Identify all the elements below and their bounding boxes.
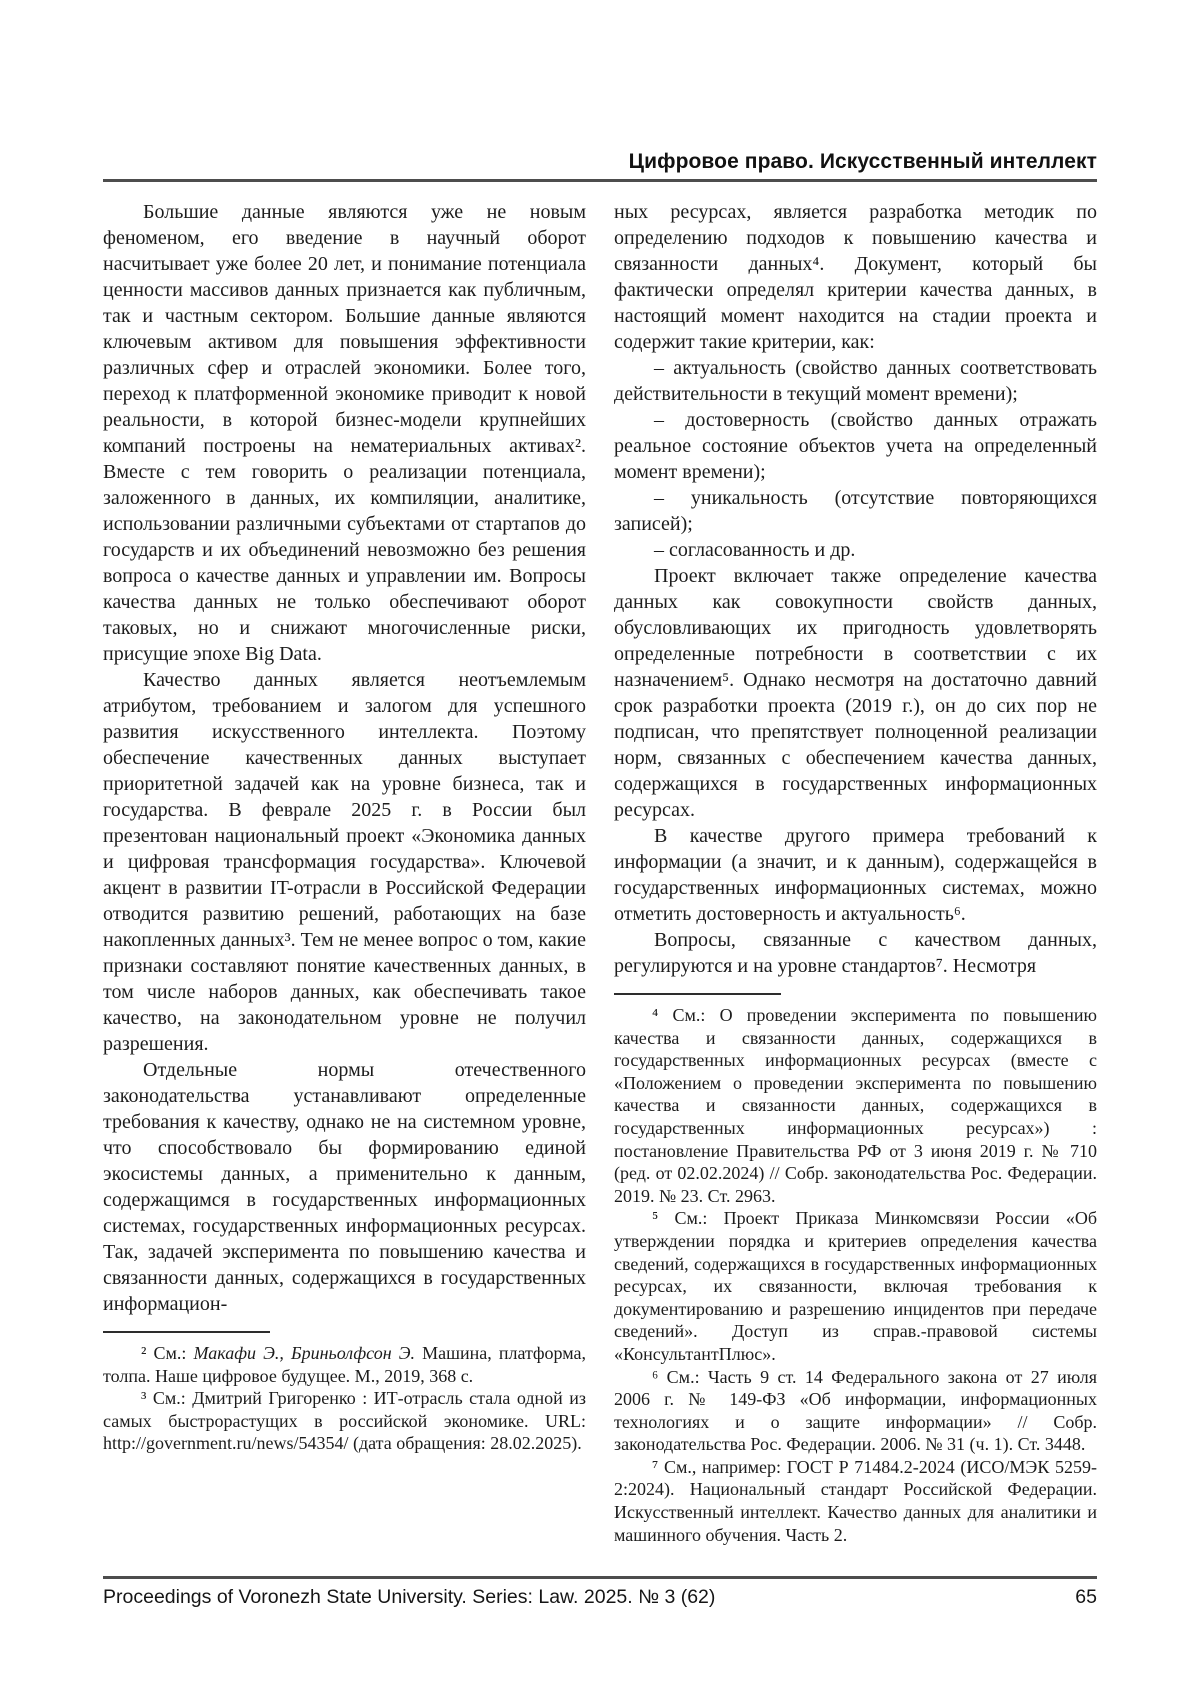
footnote-separator bbox=[614, 993, 781, 995]
footnote-2-authors: Макафи Э., Бриньолфсон Э. bbox=[193, 1343, 416, 1363]
body-paragraph: Большие данные являются уже не новым феноменом, его введение в научный оборот насчитывает уже более 20 лет, и понимание потенциала ценности массивов данных признается как публичным, так и частным сектором. Большие данные являются ключевым активом для повышения эффективности различных сфер и отраслей экономики. Более того, переход к платформенной экономике приводит к новой реальности, в которой бизнес-модели крупнейших компаний построены на нематериальных активах². Вместе с тем говорить о реализации потенциала, заложенного в данных, их компиляции, аналитике, использовании различными субъектами от стартапов до государств и их объединений невозможно без решения вопроса о качестве данных и управлении им. Вопросы качества данных не только обеспечивают оборот таковых, но и снижают многочисленные риски, присущие эпохе Big Data. bbox=[103, 201, 586, 665]
running-head bbox=[103, 150, 1097, 174]
left-footnotes bbox=[103, 1331, 586, 1455]
body-paragraph: Вопросы, связанные с качеством данных, регулируются и на уровне стандартов⁷. Несмотря bbox=[614, 929, 1097, 977]
footnote-2-text: Машина, платформа, толпа. Наше цифровое будущее. М., 2019, 368 с. bbox=[103, 1343, 586, 1386]
page-number: 65 bbox=[1075, 1586, 1097, 1608]
journal-info: Proceedings of Voronezh State University. Series: Law. 2025. № 3 (62) bbox=[103, 1586, 716, 1608]
footnote-5: ⁵ См.: Проект Приказа Минкомсвязи России «Об утверждении порядка и критериев определения качества сведений, содержащихся в государственных информационных ресурсах, их связанности, включая требования к документированию и разрешению инцидентов при передаче сведений». Доступ из справ.-правовой системы «КонсультантПлюс». bbox=[614, 1208, 1097, 1364]
body-paragraph: Проект включает также определение качества данных как совокупности свойств данных, обусловливающих их пригодность удовлетворять определенные потребности в соответствии с их назначением⁵. Однако несмотря на достаточно давний срок разработки проекта (2019 г.), он до сих пор не подписан, что препятствует полноценной реализации норм, связанных с обеспечением качества данных, содержащихся в государственных информационных ресурсах. bbox=[614, 565, 1097, 821]
footnote-3: ³ См.: Дмитрий Григоренко : ИТ-отрасль стала одной из самых быстрорастущих в российской экономике. URL: http://government.ru/news/54354/ (дата обращения: 28.02.2025). bbox=[103, 1388, 586, 1454]
right-column bbox=[614, 199, 1097, 1546]
header-rule bbox=[103, 179, 1097, 182]
criteria-item: – достоверность (свойство данных отражать реальное состояние объектов учета на определенный момент времени); bbox=[614, 409, 1097, 483]
footnote-7: ⁷ См., например: ГОСТ Р 71484.2-2024 (ИСО/МЭК 5259-2:2024). Национальный стандарт Российской Федерации. Искусственный интеллект. Качество данных для аналитики и машинного обучения. Часть 2. bbox=[614, 1456, 1097, 1545]
criteria-item: – уникальность (отсутствие повторяющихся записей); bbox=[614, 487, 1097, 535]
footnote-2-marker: ² См.: bbox=[141, 1343, 194, 1363]
footnote-6: ⁶ См.: Часть 9 ст. 14 Федерального закона от 27 июля 2006 г. № 149-ФЗ «Об информации, информационных технологиях и о защите информации» // Собр. законодательства Рос. Федерации. 2006. № 31 (ч. 1). Ст. 3448. bbox=[614, 1366, 1097, 1455]
footnote-4: ⁴ См.: О проведении эксперимента по повышению качества и связанности данных, содержащихся в государственных информационных ресурсах (вместе с «Положением о проведении эксперимента по повышению качества и связанности данных, содержащихся в государственных информационных ресурсах») : постановление Правительства РФ от 3 июня 2019 г. № 710 (ред. от 02.02.2024) // Собр. законодательства Рос. Федерации. 2019. № 23. Ст. 2963. bbox=[614, 1005, 1097, 1206]
right-footnotes bbox=[614, 993, 1097, 1546]
criteria-item: – актуальность (свойство данных соответствовать действительности в текущий момент времени); bbox=[614, 357, 1097, 405]
two-column-body bbox=[103, 199, 1097, 1546]
body-paragraph: Качество данных является неотъемлемым атрибутом, требованием и залогом для успешного развития искусственного интеллекта. Поэтому обеспечение качественных данных выступает приоритетной задачей как на уровне бизнеса, так и государства. В феврале 2025 г. в России был презентован национальный проект «Экономика данных и цифровая трансформация государства». Ключевой акцент в развитии IT-отрасли в Российской Федерации отводится развитию решений, работающих на базе накопленных данных³. Тем не менее вопрос о том, какие признаки составляют понятие качественных данных, в том числе наборов данных, как обеспечивать такое качество, на законодательном уровне не получил разрешения. bbox=[103, 669, 586, 1055]
footnote-2 bbox=[103, 1342, 586, 1387]
page-footer bbox=[103, 1576, 1097, 1609]
body-paragraph-continuation: ных ресурсах, является разработка методик по определению подходов к повышению качества и связанности данных⁴. Документ, который бы фактически определял критерии качества данных, в настоящий момент находится на стадии проекта и содержит такие критерии, как: bbox=[614, 201, 1097, 353]
body-paragraph: В качестве другого примера требований к информации (а значит, и к данным), содержащейся в государственных информационных системах, можно отметить достоверность и актуальность⁶. bbox=[614, 825, 1097, 925]
footnote-separator bbox=[103, 1331, 270, 1333]
left-column bbox=[103, 199, 586, 1546]
criteria-item: – согласованность и др. bbox=[654, 539, 856, 561]
body-paragraph: Отдельные нормы отечественного законодательства устанавливают определенные требования к качеству, однако не на системном уровне, что способствовало бы формированию единой экосистемы данных, а применительно к данным, содержащимся в государственных информационных системах, государственных информационных ресурсах. Так, задачей эксперимента по повышению качества и связанности данных, содержащихся в государственных информацион- bbox=[103, 1059, 586, 1315]
running-head-title: Цифровое право. Искусственный интеллект bbox=[628, 150, 1097, 173]
